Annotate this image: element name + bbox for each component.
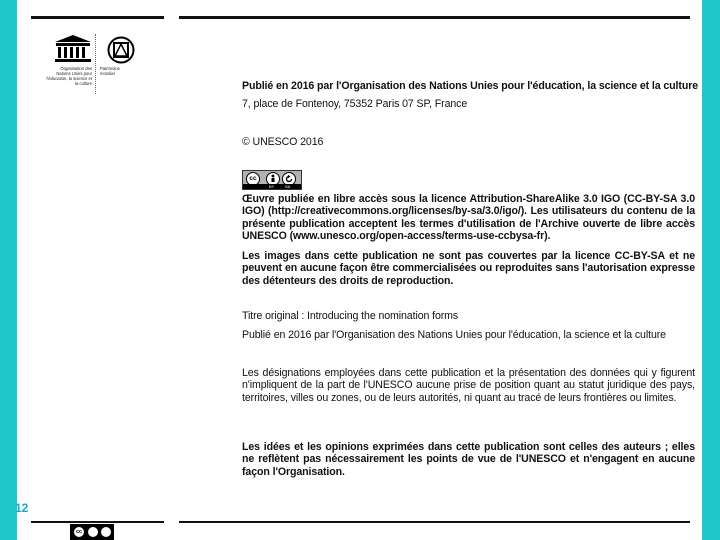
- document-page: [17, 0, 702, 540]
- unesco-logo-caption: Organisation des Nations Unies pour l'éducation, la science et la culture: [46, 66, 92, 86]
- by-label: BY: [269, 183, 275, 189]
- cc-by-sa-badge: [242, 170, 302, 190]
- by-small-icon: [87, 526, 99, 538]
- top-rule-left: [31, 16, 164, 19]
- designations-notice: Les désignations employées dans cette publication et la présentation des données qui y figurent n'impliquent de la part de l'UNESCO aucune prise de position quant au statut juridique des pays, territoires, villes ou zones, ou de leurs autorités, ni quant au tracé de leurs frontières ou limites.: [242, 367, 695, 404]
- address-line: 7, place de Fontenoy, 75352 Paris 07 SP, France: [242, 98, 468, 110]
- logo-divider: [95, 34, 97, 94]
- world-heritage-logo: [107, 36, 135, 64]
- copyright-line: © UNESCO 2016: [242, 136, 324, 148]
- sa-label: SA: [285, 183, 291, 189]
- top-rule-right: [179, 16, 690, 19]
- unesco-logo-block: [45, 34, 155, 94]
- publisher-line-2: Publié en 2016 par l'Organisation des Nations Unies pour l'éducation, la science et la culture: [242, 329, 666, 341]
- publisher-line: Publié en 2016 par l'Organisation des Nations Unies pour l'éducation, la science et la culture: [242, 80, 699, 92]
- images-notice: Les images dans cette publication ne sont pas couvertes par la licence CC-BY-SA et ne peuvent en aucune façon être commercialisées ou reproduites sans l'autorisation expresse des détenteurs des droits de reproduction.: [242, 250, 695, 287]
- cc-small-icon: cc: [73, 526, 85, 538]
- bottom-rule-right: [179, 521, 690, 523]
- page-number: 12: [15, 501, 29, 515]
- bottom-rule-left: [31, 521, 164, 523]
- cc-icon: cc: [246, 172, 260, 186]
- sa-small-icon: [100, 526, 112, 538]
- original-title: Titre original : Introducing the nomination forms: [242, 310, 459, 322]
- cc-small-badge: [70, 524, 114, 540]
- unesco-temple-logo: [53, 34, 93, 64]
- opinions-notice: Les idées et les opinions exprimées dans cette publication sont celles des auteurs ; elles ne reflètent pas nécessairement les points de vue de l'UNESCO et n'engagent en aucune façon l'Organisation.: [242, 441, 695, 478]
- license-paragraph: Œuvre publiée en libre accès sous la licence Attribution-ShareAlike 3.0 IGO (CC-BY-SA 3.0 IGO) (http://creativecommons.org/licenses/by-sa/3.0/igo/). Les utilisateurs du contenu de la présente publication acceptent les termes d'utilisation de l'Archive ouverte de libre accès UNESCO (www.unesco.org/open-access/terms-use-ccbysa-fr).: [242, 193, 695, 242]
- whc-logo-caption: Patrimoine mondial: [100, 66, 121, 76]
- cc-badge-bar: [243, 184, 301, 189]
